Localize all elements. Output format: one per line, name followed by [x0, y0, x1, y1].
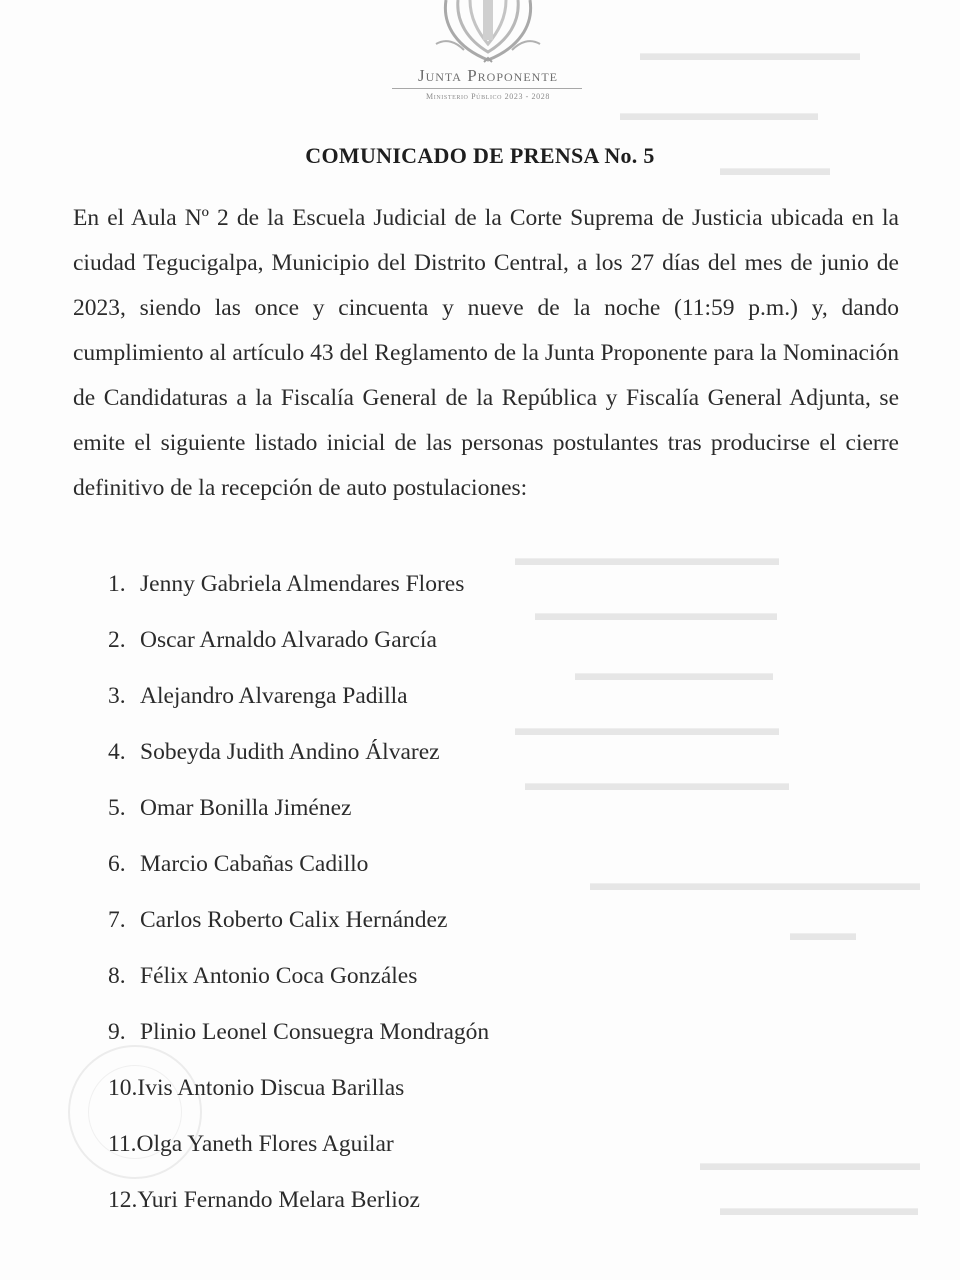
- item-number: 7.: [108, 907, 126, 933]
- list-item: [108, 622, 489, 678]
- bleed-through-mark: ▬▬▬▬▬: [720, 155, 830, 180]
- bleed-through-mark: ▬▬▬▬▬▬▬▬▬▬: [640, 40, 860, 65]
- candidate-name: Alejandro Alvarenga Padilla: [140, 683, 408, 709]
- bleed-through-mark: ▬▬▬▬▬▬▬▬▬: [620, 100, 818, 125]
- list-item: [108, 1126, 489, 1182]
- bleed-through-mark: ▬▬▬▬▬▬▬▬▬▬: [700, 1150, 920, 1175]
- candidate-name: Félix Antonio Coca Gonzáles: [140, 963, 418, 989]
- emblem-icon: [428, 0, 548, 64]
- document-title: COMUNICADO DE PRENSA No. 5: [305, 143, 655, 168]
- body-paragraph: En el Aula Nº 2 de la Escuela Judicial de la Corte Suprema de Justicia ubicada en la ciudad Tegucigalpa, Municipio del Distrito Central, a los 27 días del mes de junio de 2023, siendo las once y cincuenta y nueve de la noche (11:59 p.m.) y, dando cumplimiento al artículo 43 del Reglamento de la Junta Proponente para la Nominación de Candidaturas a la Fiscalía General de la República y Fiscalía General Adjunta, se emite el siguiente listado inicial de las personas postulantes tras producirse el cierre definitivo de la recepción de auto postulaciones:: [73, 205, 899, 501]
- item-number: 4.: [108, 739, 126, 765]
- bleed-through-mark: ▬▬▬▬▬▬▬▬▬▬▬▬: [515, 545, 779, 570]
- list-item: [108, 790, 489, 846]
- logo-divider: [392, 88, 582, 89]
- item-number: 3.: [108, 683, 126, 709]
- bleed-through-mark: ▬▬▬▬▬▬▬▬▬▬▬▬▬▬▬: [590, 870, 920, 895]
- list-item: [108, 1182, 489, 1238]
- candidate-list: [108, 566, 489, 1238]
- candidate-name: Carlos Roberto Calix Hernández: [140, 907, 448, 933]
- item-number: 2.: [108, 627, 126, 653]
- org-subtitle: Ministerio Público 2023 - 2028: [426, 92, 550, 101]
- item-number: 8.: [108, 963, 126, 989]
- bleed-through-mark: ▬▬▬▬▬▬▬▬▬▬▬▬: [515, 715, 779, 740]
- candidate-name: Yuri Fernando Melara Berlioz: [137, 1187, 420, 1213]
- candidate-name: Oscar Arnaldo Alvarado García: [140, 627, 437, 653]
- list-item: [108, 902, 489, 958]
- item-number: 5.: [108, 795, 126, 821]
- list-item: [108, 566, 489, 622]
- list-item: [108, 1014, 489, 1070]
- candidate-name: Omar Bonilla Jiménez: [140, 795, 352, 821]
- list-item: [108, 958, 489, 1014]
- bleed-through-mark: ▬▬▬▬▬▬▬▬▬: [575, 660, 773, 685]
- list-item: [108, 678, 489, 734]
- junta-proponente-logo: [388, 0, 588, 100]
- item-number: 12.: [108, 1187, 138, 1213]
- bleed-through-mark: ▬▬▬▬▬▬▬▬▬▬▬▬: [525, 770, 789, 795]
- list-item: [108, 734, 489, 790]
- list-item: [108, 846, 489, 902]
- item-number: 1.: [108, 571, 126, 597]
- bleed-through-mark: ▬▬▬▬▬▬▬▬▬: [720, 1195, 918, 1220]
- candidate-name: Jenny Gabriela Almendares Flores: [140, 571, 465, 597]
- list-item: [108, 1070, 489, 1126]
- bleed-through-mark: ▬▬▬: [790, 920, 856, 945]
- candidate-name: Sobeyda Judith Andino Álvarez: [140, 739, 440, 765]
- org-name: Junta Proponente: [417, 66, 559, 85]
- candidate-name: Olga Yaneth Flores Aguilar: [136, 1131, 394, 1157]
- item-number: 11.: [108, 1131, 137, 1157]
- candidate-name: Ivis Antonio Discua Barillas: [137, 1075, 405, 1101]
- item-number: 10.: [108, 1075, 138, 1101]
- item-number: 6.: [108, 851, 126, 877]
- candidate-name: Plinio Leonel Consuegra Mondragón: [140, 1019, 490, 1045]
- candidate-name: Marcio Cabañas Cadillo: [140, 851, 369, 877]
- bleed-through-mark: ▬▬▬▬▬▬▬▬▬▬▬: [535, 600, 777, 625]
- item-number: 9.: [108, 1019, 126, 1045]
